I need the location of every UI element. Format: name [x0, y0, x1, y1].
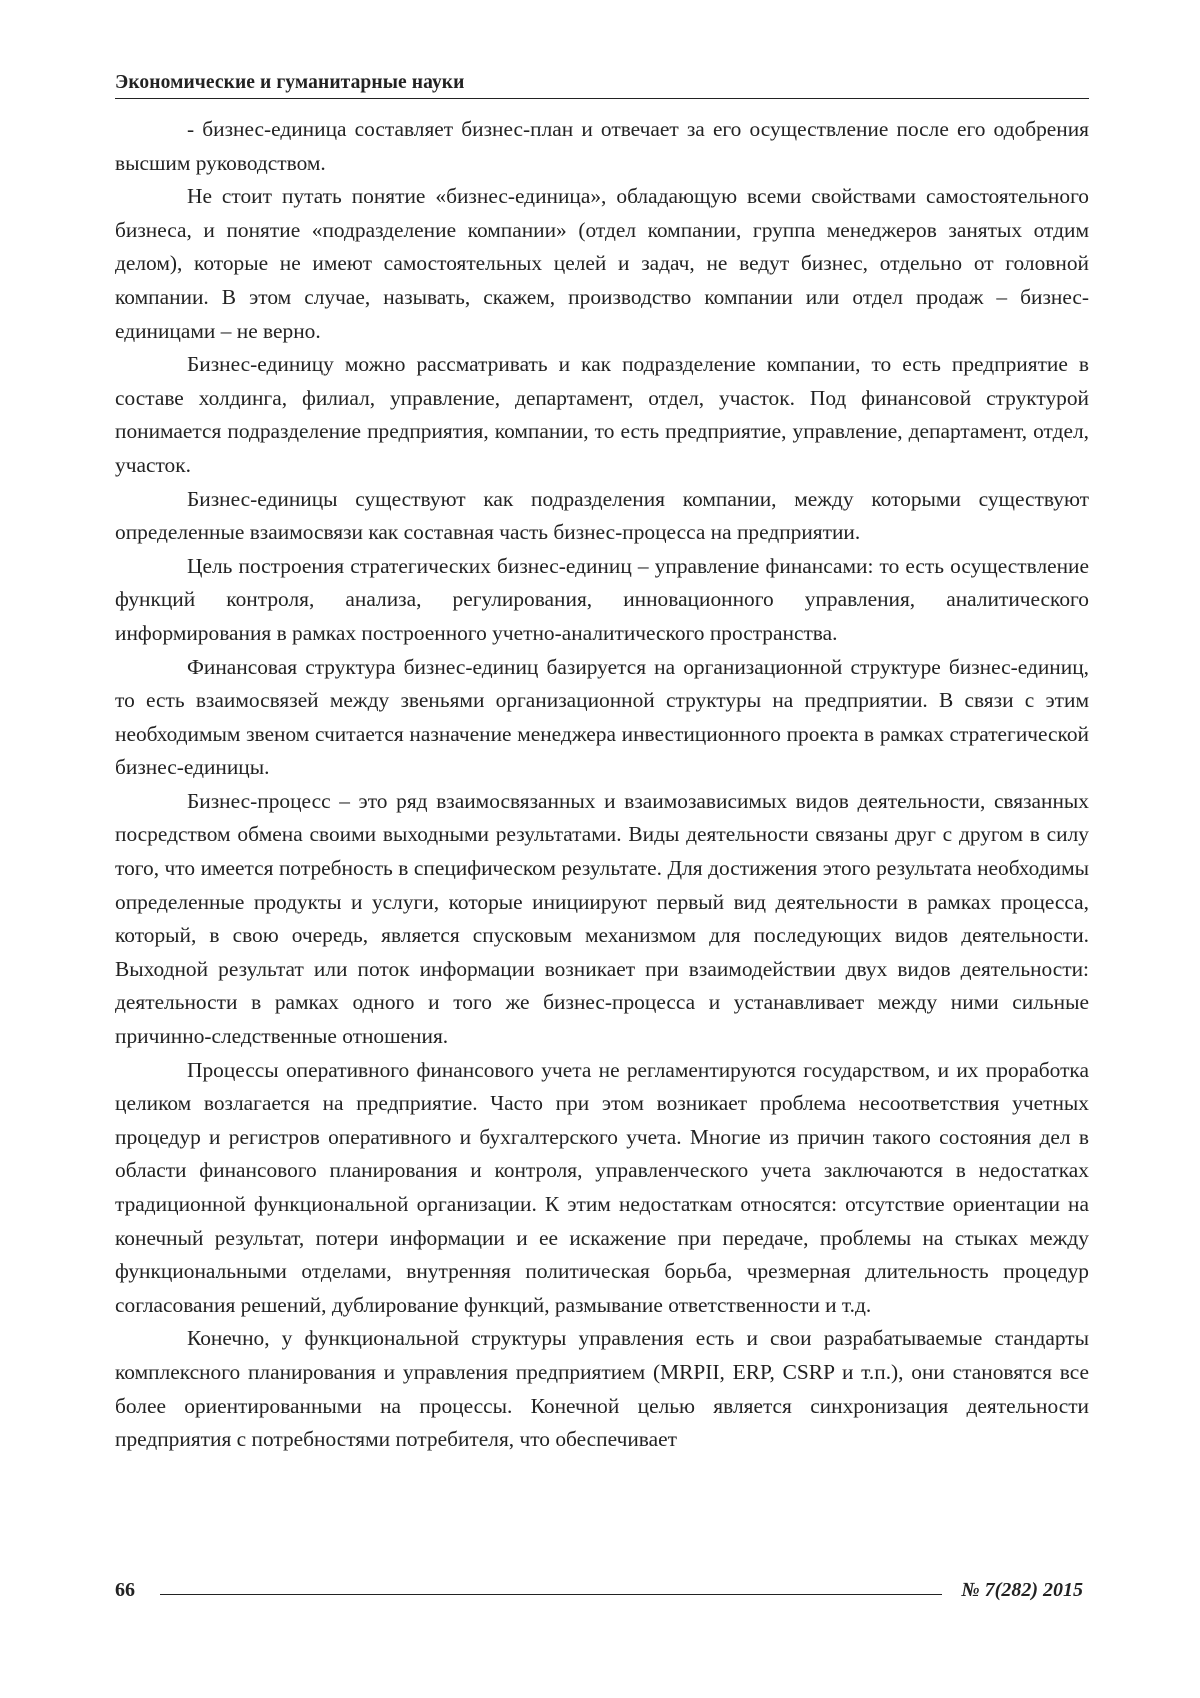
paragraph: Цель построения стратегических бизнес-единиц – управление финансами: то есть осуществление функций контроля, анализа, регулирования, инновационного управления, аналитического информирования в рамках построенного учетно-аналитического пространства. — [115, 550, 1089, 651]
paragraph: Конечно, у функциональной структуры управления есть и свои разрабатываемые стандарты комплексного планирования и управления предприятием (MRPII, ERP, CSRP и т.п.), они становятся все более ориентированными на процессы. Конечной целью является синхронизация деятельности предприятия с потребностями потребителя, что обеспечивает — [115, 1322, 1089, 1456]
paragraph: Не стоит путать понятие «бизнес-единица», обладающую всеми свойствами самостоятельного бизнеса, и понятие «подразделение компании» (отдел компании, группа менеджеров занятых отдим делом), которые не имеют самостоятельных целей и задач, не ведут бизнес, отдельно от головной компании. В этом случае, называть, скажем, производство компании или отдел продаж – бизнес-единицами – не верно. — [115, 180, 1089, 348]
page-footer — [115, 1576, 1089, 1606]
running-header — [115, 72, 1089, 99]
issue-number: № 7(282) 2015 — [961, 1576, 1083, 1604]
paragraph: Бизнес-процесс – это ряд взаимосвязанных и взаимозависимых видов деятельности, связанных посредством обмена своими выходными результатами. Виды деятельности связаны друг с другом в силу того, что имеется потребность в специфическом результате. Для достижения этого результата необходимы определенные продукты и услуги, которые инициируют первый вид деятельности в рамках процесса, который, в свою очередь, является спусковым механизмом для последующих видов деятельности. Выходной результат или поток информации возникает при взаимодействии двух видов деятельности: деятельности в рамках одного и того же бизнес-процесса и устанавливает между ними сильные причинно-следственные отношения. — [115, 785, 1089, 1054]
paragraph: Финансовая структура бизнес-единиц базируется на организационной структуре бизнес-единиц, то есть взаимосвязей между звеньями организационной структуры на предприятии. В связи с этим необходимым звеном считается назначение менеджера инвестиционного проекта в рамках стратегической бизнес-единицы. — [115, 651, 1089, 785]
paragraph: - бизнес-единица составляет бизнес-план и отвечает за его осуществление после его одобрения высшим руководством. — [115, 113, 1089, 180]
footer-divider — [160, 1594, 942, 1595]
paragraph: Бизнес-единицу можно рассматривать и как подразделение компании, то есть предприятие в составе холдинга, филиал, управление, департамент, отдел, участок. Под финансовой структурой понимается подразделение предприятия, компании, то есть предприятие, управление, департамент, отдел, участок. — [115, 348, 1089, 482]
paragraph: Бизнес-единицы существуют как подразделения компании, между которыми существуют определенные взаимосвязи как составная часть бизнес-процесса на предприятии. — [115, 483, 1089, 550]
journal-title: Экономические и гуманитарные науки — [115, 72, 1089, 94]
page-number: 66 — [115, 1576, 135, 1604]
article-body — [115, 113, 1089, 1457]
paragraph: Процессы оперативного финансового учета не регламентируются государством, и их проработка целиком возлагается на предприятие. Часто при этом возникает проблема несоответствия учетных процедур и регистров оперативного и бухгалтерского учета. Многие из причин такого состояния дел в области финансового планирования и контроля, управленческого учета заключаются в недостатках традиционной функциональной организации. К этим недостаткам относятся: отсутствие ориентации на конечный результат, потери информации и ее искажение при передаче, проблемы на стыках между функциональными отделами, внутренняя политическая борьба, чрезмерная длительность процедур согласования решений, дублирование функций, размывание ответственности и т.д. — [115, 1054, 1089, 1323]
